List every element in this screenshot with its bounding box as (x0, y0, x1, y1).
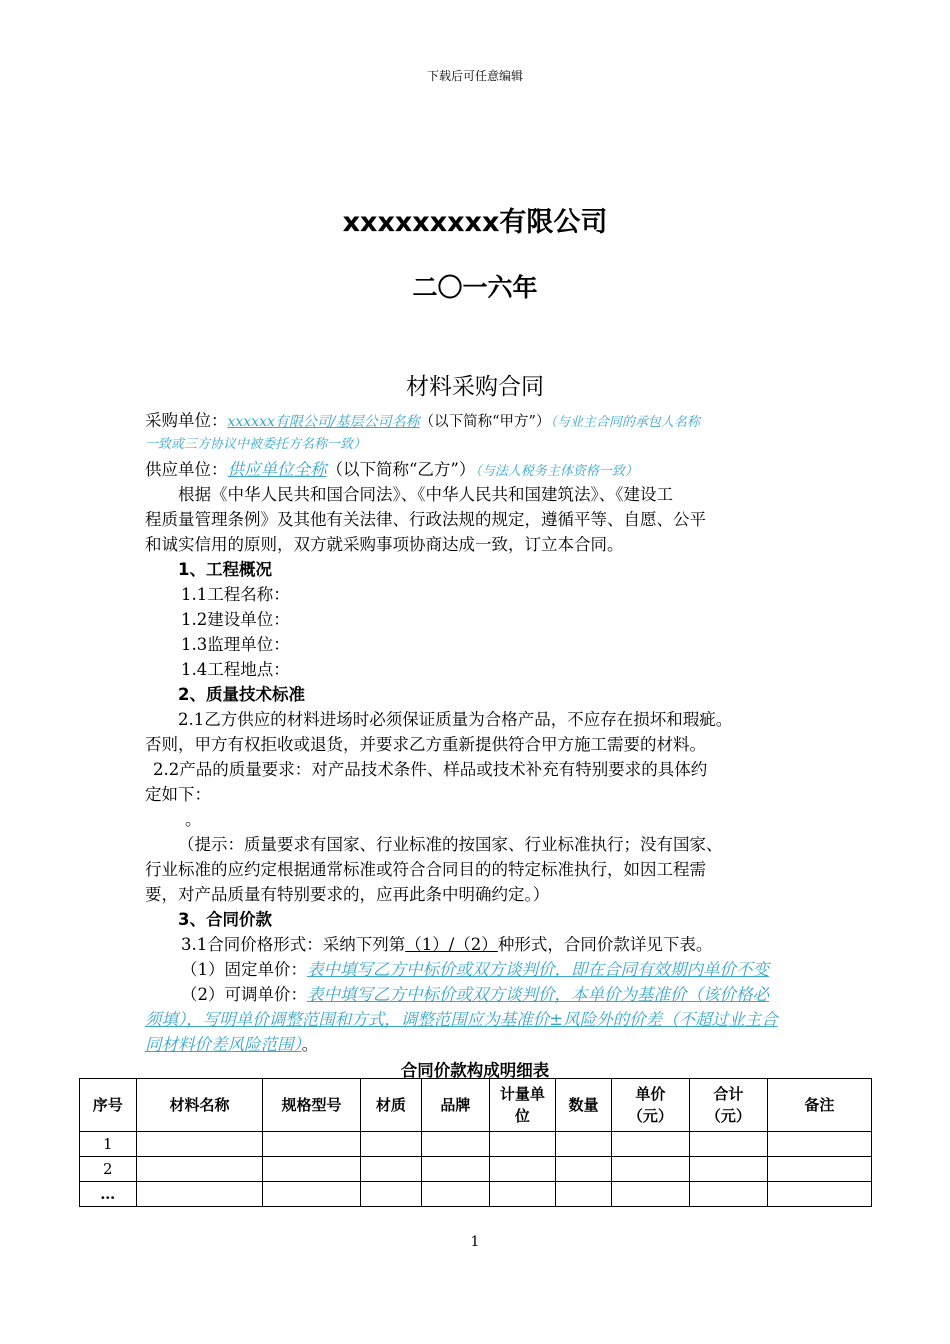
quality-clause-2-1-line1: 2.1乙方供应的材料进场时必须保证质量为合格产品，不应存在损坏和瑕疵。 (178, 710, 733, 729)
col-header-material: 材质 (360, 1079, 422, 1132)
table-cell (611, 1132, 689, 1157)
page-header-note: 下载后可任意编辑 (426, 69, 523, 83)
table-cell (360, 1182, 422, 1207)
fixed-price-note: 表中填写乙方中标价或双方谈判价，即在合同有效期内单价不变 (307, 960, 769, 979)
price-form-line (145, 932, 835, 957)
table-row (80, 1157, 872, 1182)
supplier-abbr: （以下简称“乙方”） (326, 460, 476, 479)
table-cell (136, 1182, 263, 1207)
table-row (80, 1182, 872, 1207)
contract-body (145, 408, 835, 1057)
table-cell (689, 1132, 767, 1157)
table-cell (360, 1157, 422, 1182)
quality-blank-line: 。 (185, 810, 202, 829)
col-header-remarks: 备注 (767, 1079, 871, 1132)
price-form-pre: 3.1合同价格形式：采纳下列第 (181, 935, 406, 954)
price-form-post: 种形式，合同价款详见下表。 (497, 935, 713, 954)
col-header-index: 序号 (80, 1079, 137, 1132)
adjustable-price-note-3: 同材料价差风险范围） (145, 1035, 302, 1054)
intro-line-1: 根据《中华人民共和国合同法》、《中华人民共和国建筑法》、《建设工 (178, 485, 673, 504)
buyer-note-line (145, 433, 835, 457)
quality-clause-2-2-line1: 2.2产品的质量要求：对产品技术条件、样品或技术补充有特别要求的具体约 (153, 760, 708, 779)
quality-hint-line1: （提示：质量要求有国家、行业标准的按国家、行业标准执行；没有国家、 (178, 835, 723, 854)
table-cell (689, 1157, 767, 1182)
table-cell (489, 1182, 556, 1207)
table-cell (489, 1157, 556, 1182)
adjustable-price-note-2: 须填），写明单价调整范围和方式，调整范围应为基准价±风险外的价差（不超过业主合 (145, 1010, 778, 1029)
table-cell (767, 1132, 871, 1157)
table-row (80, 1132, 872, 1157)
adjustable-price-line-3 (145, 1032, 835, 1057)
quality-hint-line2: 行业标准的应约定根据通常标准或符合合同目的的特定标准执行，如因工程需 (145, 860, 706, 879)
table-cell (556, 1157, 612, 1182)
adjustable-price-note-1: 表中填写乙方中标价或双方谈判价，本单价为基准价（该价格必 (307, 985, 769, 1004)
table-cell (422, 1157, 489, 1182)
table-cell (360, 1132, 422, 1157)
supervisor-unit-item: 1.3监理单位： (181, 635, 290, 654)
table-cell (136, 1157, 263, 1182)
buyer-note-2: 一致或三方协议中被委托方名称一致） (145, 437, 367, 452)
table-cell (767, 1157, 871, 1182)
table-cell (489, 1132, 556, 1157)
table-cell (689, 1182, 767, 1207)
buyer-note-1: （与业主合同的承包人名称 (550, 415, 700, 430)
table-cell (767, 1182, 871, 1207)
supplier-note: （与法人税务主体资格一致） (475, 464, 638, 479)
quality-clause-2-2-line2: 定如下： (145, 785, 211, 804)
supplier-value: 供应单位全称 (227, 460, 327, 479)
table-cell (136, 1132, 263, 1157)
document-title: 材料采购合同 (406, 374, 544, 400)
table-cell-index: 2 (80, 1157, 137, 1182)
col-header-unit-price: 单价（元） (611, 1079, 689, 1132)
price-table-title: 合同价款构成明细表 (400, 1061, 550, 1080)
cover-year: 二〇一六年 (412, 273, 538, 302)
col-header-material-name: 材料名称 (136, 1079, 263, 1132)
table-cell (611, 1157, 689, 1182)
buyer-line (145, 408, 835, 433)
client-unit-item: 1.2建设单位： (181, 610, 290, 629)
supplier-label: 供应单位： (145, 460, 228, 479)
buyer-abbr: （以下简称“甲方”） (419, 414, 551, 430)
table-cell-index: … (80, 1182, 137, 1207)
table-cell-index: 1 (80, 1132, 137, 1157)
adjustable-price-end: 。 (301, 1035, 319, 1054)
quality-hint-line3: 要，对产品质量有特别要求的，应再此条中明确约定。） (145, 885, 550, 904)
price-table (79, 1078, 872, 1207)
project-site-item: 1.4工程地点： (181, 660, 290, 679)
fixed-price-label: （1）固定单价： (181, 960, 307, 979)
section3-heading: 3、合同价款 (178, 910, 272, 929)
adjustable-price-line (145, 982, 835, 1007)
section2-heading: 2、质量技术标准 (178, 685, 305, 704)
table-cell (611, 1182, 689, 1207)
supplier-line (145, 457, 835, 482)
table-cell (263, 1157, 360, 1182)
fixed-price-line (145, 957, 835, 982)
col-header-brand: 品牌 (422, 1079, 489, 1132)
adjustable-price-line-2 (145, 1007, 835, 1032)
table-cell (422, 1132, 489, 1157)
price-table-header-row (80, 1079, 872, 1132)
table-cell (556, 1132, 612, 1157)
col-header-unit: 计量单位 (489, 1079, 556, 1132)
section1-heading: 1、工程概况 (178, 560, 272, 579)
cover-company-name: xxxxxxxxx有限公司 (342, 207, 608, 238)
col-header-total: 合计（元） (689, 1079, 767, 1132)
col-header-quantity: 数量 (556, 1079, 612, 1132)
table-cell (422, 1182, 489, 1207)
intro-line-2: 程质量管理条例》及其他有关法律、行政法规的规定，遵循平等、自愿、公平 (145, 510, 706, 529)
buyer-label: 采购单位： (145, 411, 228, 430)
project-name-item: 1.1工程名称： (181, 585, 290, 604)
table-cell (263, 1132, 360, 1157)
adjustable-price-label: （2）可调单价： (181, 985, 307, 1004)
table-cell (556, 1182, 612, 1207)
intro-line-3: 和诚实信用的原则，双方就采购事项协商达成一致，订立本合同。 (145, 535, 624, 554)
page-number: 1 (470, 1234, 480, 1250)
table-cell (263, 1182, 360, 1207)
quality-clause-2-1-line2: 否则，甲方有权拒收或退货，并要求乙方重新提供符合甲方施工需要的材料。 (145, 735, 706, 754)
buyer-value: xxxxxx有限公司/基层公司名称 (227, 414, 420, 430)
col-header-spec: 规格型号 (263, 1079, 360, 1132)
price-form-choice: （1）/（2） (405, 935, 498, 954)
